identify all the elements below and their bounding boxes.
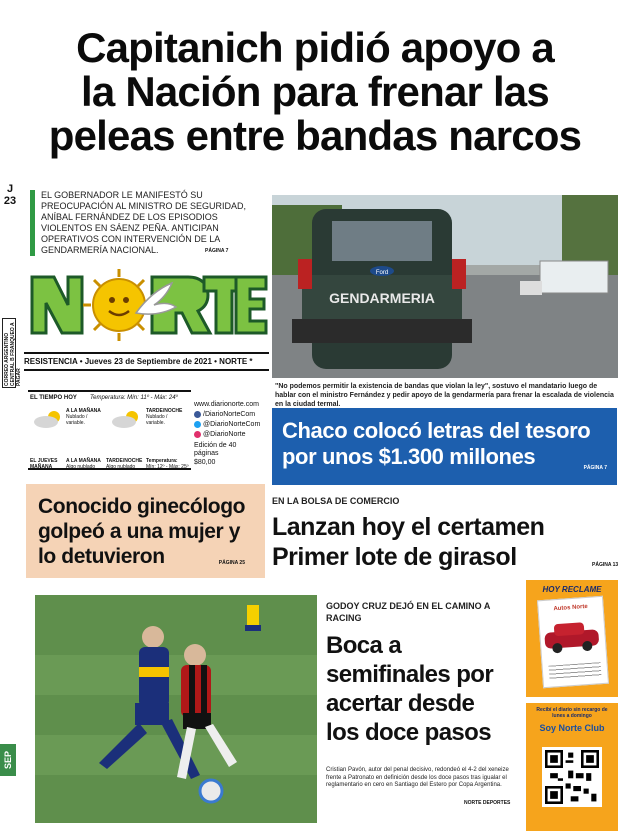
boca-kicker: GODOY CRUZ DEJÓ EN EL CAMINO A RACING: [326, 601, 491, 623]
edge-month: SEP: [0, 744, 16, 776]
bolsa-story[interactable]: [272, 512, 617, 572]
masthead-date-line: RESISTENCIA • Jueves 23 de Septiembre de 2021 • NORTE *: [24, 352, 269, 371]
ford-brand: Ford: [375, 270, 389, 276]
weather-footer-item: EL JUEVES MAÑANA: [30, 458, 58, 470]
boca-summary: Cristian Pavón, autor del penal decisivo, redondeó el 4-2 del xeneize frente a Patronato en definición desde los doce pasos tras igualar el reglamentario en cero en Santiago del Estero por Copa Argentina.: [326, 767, 509, 788]
twitter-icon: [194, 421, 201, 428]
bolsa-title-line: Primer lote de girasol: [272, 543, 517, 571]
promo-card-lines: [549, 662, 602, 680]
morning-label: A LA MAÑANA: [66, 408, 101, 414]
day-letter: J: [6, 183, 14, 195]
website-link[interactable]: www.diarionorte.com: [194, 401, 259, 408]
autos-promo[interactable]: [526, 580, 618, 697]
postal-code-box: CORREO ARGENTINO CENTRAL B FRANQUEO A PAGAR: [2, 318, 16, 388]
boca-title-line: acertar desde: [326, 690, 475, 717]
football-ball: [200, 780, 222, 802]
football-photo[interactable]: [35, 595, 317, 823]
pitch: [35, 595, 317, 823]
promo-card-title: Autos Norte: [553, 603, 588, 613]
edition-info: Edición de 40 páginas: [194, 442, 237, 457]
boca-title-line: semifinales por: [326, 661, 494, 688]
weather-title: EL TIEMPO HOY: [30, 395, 77, 401]
weather-footer-item: A LA MAÑANA Algo nublado: [66, 458, 101, 470]
distant-car: [520, 281, 542, 295]
weather-morning: [66, 408, 106, 426]
club-logo: Soy Norte Club: [539, 723, 605, 733]
player-background: [245, 605, 261, 631]
weather-temps: Temperatura: Mín: 11º - Máx: 24º: [90, 395, 178, 401]
bolsa-title-line: Lanzan hoy el certamen: [272, 513, 545, 541]
lead-summary[interactable]: EL GOBERNADOR LE MANIFESTÓ SU PREOCUPACIÓN AL MINISTRO DE SEGURIDAD, ANÍBAL FERNÁNDEZ DE LOS EPISODIOS VIOLENTOS EN SÁENZ PEÑA. ANTICIPAN OPERATIVOS CON INTERVENCIÓN DE LA GENDARMERÍA NACIONAL.: [30, 190, 262, 256]
day-number: 23: [3, 195, 17, 207]
bolsa-page-ref: PÁGINA 13: [592, 562, 619, 568]
norte-logo[interactable]: [24, 265, 269, 343]
twitter-link[interactable]: @DiarioNorteCom: [194, 420, 269, 430]
social-links: [194, 400, 269, 468]
boca-story[interactable]: [326, 631, 516, 747]
promo-card: [537, 596, 609, 688]
main-headline[interactable]: [20, 26, 610, 158]
gynecologist-title: Conocido ginecólogo golpeó a una mujer y lo detuvieron: [38, 495, 246, 568]
instagram-link[interactable]: @DiarioNorte: [194, 430, 269, 440]
gendarmeria-label: GENDARMERIA: [329, 290, 435, 306]
weather-footer-item: Temperatura: Mín: 12º - Máx: 25º: [146, 458, 189, 470]
facebook-icon: [194, 411, 201, 418]
bolsa-kicker: EN LA BOLSA DE COMERCIO: [272, 496, 400, 506]
club-promo-text: Recibí el diario sin recargo de lunes a domingo: [536, 707, 608, 719]
edge-date: [1, 183, 19, 207]
boca-title-line: los doce pasos: [326, 719, 491, 746]
weather-night: [146, 408, 186, 426]
gynecologist-page-ref: PÁGINA 25: [218, 560, 245, 566]
qr-code-icon[interactable]: [542, 747, 602, 807]
headline-line: Capitanich pidió apoyo a: [76, 24, 554, 71]
truck: [292, 209, 472, 369]
distant-sign: [540, 261, 608, 293]
cloud-icon: [110, 410, 142, 428]
lead-page-ref: PÁGINA 7: [205, 248, 229, 254]
weather-footer-item: TARDE/NOCHE Algo nublado: [106, 458, 143, 470]
weather-box: [28, 390, 191, 470]
night-desc: Nublado / variable.: [146, 414, 168, 426]
treasury-page-ref: PÁGINA 7: [583, 465, 607, 471]
cloud-icon: [32, 410, 64, 428]
night-label: TARDE/NOCHE: [146, 408, 183, 414]
boca-section-sign: NORTE DEPORTES: [464, 800, 511, 806]
club-promo[interactable]: [526, 703, 618, 831]
price: $80,00: [194, 459, 216, 466]
treasury-story[interactable]: [272, 408, 617, 485]
gynecologist-story[interactable]: [26, 484, 265, 578]
headline-line: la Nación para frenar las: [81, 68, 549, 115]
promo-title: HOY RECLAME: [542, 585, 602, 594]
car-icon: [539, 613, 604, 657]
pitch-stripe: [35, 655, 317, 695]
gendarmeria-photo[interactable]: [272, 195, 618, 378]
morning-desc: Nublado / variable.: [66, 414, 88, 426]
headline-line: peleas entre bandas narcos: [48, 112, 582, 159]
boca-title-line: Boca a: [326, 632, 402, 659]
instagram-icon: [194, 431, 201, 438]
treasury-title: Chaco colocó letras del tesoro por unos $1.300 millones: [282, 418, 591, 469]
photo-caption: "No podemos permitir la existencia de bandas que violan la ley", sostuvo el mandatario luego de hablar con el ministro Fernández y pedir apoyo de la gendarmería para frenar la escalada de violencia en la ciudad termal.: [275, 383, 614, 408]
facebook-link[interactable]: /DiarioNorteCom: [194, 410, 269, 420]
